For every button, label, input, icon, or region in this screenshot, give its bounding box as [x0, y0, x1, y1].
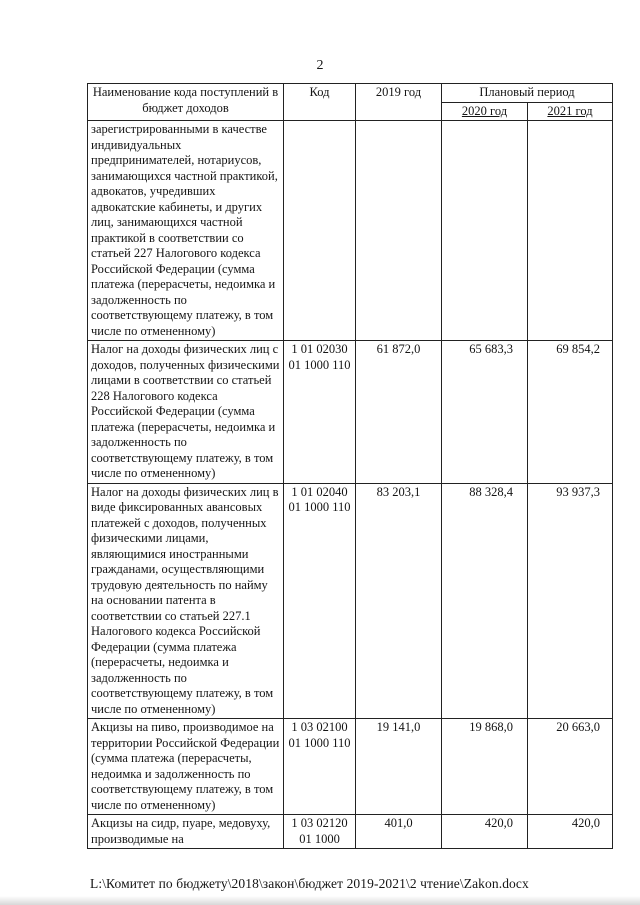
header-2019: 2019 год [356, 84, 442, 121]
row-code: 1 01 02040 01 1000 110 [284, 483, 356, 719]
row-name: зарегистрированными в качестве индивидуальных предпринимателей, нотариусов, занимающихся частной практикой, адвокатов, учредивших адвокатские кабинеты, и других лиц, занимающихся частной практикой в соответствии со статьей 227 Налогового кодекса Российской Федерации (сумма платежа (перерасчеты, недоимка и задолженность по соответствующему платежу, в том числе по отмененному) [88, 121, 284, 341]
page-bottom-edge [0, 896, 640, 905]
row-2021: 69 854,2 [528, 341, 613, 484]
table-row [88, 121, 613, 341]
header-code: Код [284, 84, 356, 121]
row-2021: 93 937,3 [528, 483, 613, 719]
header-planning-period: Плановый период [442, 84, 613, 103]
row-2019 [356, 121, 442, 341]
row-code [284, 121, 356, 341]
revenue-table [87, 83, 613, 849]
row-2020 [442, 121, 528, 341]
table-row [88, 719, 613, 815]
header-2021: 2021 год [528, 102, 613, 121]
row-code: 1 03 02100 01 1000 110 [284, 719, 356, 815]
header-2020: 2020 год [442, 102, 528, 121]
row-code: 1 03 02120 01 1000 [284, 815, 356, 849]
row-2019: 61 872,0 [356, 341, 442, 484]
table-row [88, 483, 613, 719]
row-name: Налог на доходы физических лиц с доходов, полученных физическими лицами в соответствии со статьей 228 Налогового кодекса Российской Федерации (сумма платежа (перерасчеты, недоимка и задолженность по соответствующему платежу, в том числе по отмененному) [88, 341, 284, 484]
header-row [88, 84, 613, 103]
row-2020: 88 328,4 [442, 483, 528, 719]
row-2020: 65 683,3 [442, 341, 528, 484]
page-number: 2 [316, 58, 324, 73]
row-2019: 401,0 [356, 815, 442, 849]
table-row [88, 341, 613, 484]
table-row [88, 815, 613, 849]
row-code: 1 01 02030 01 1000 110 [284, 341, 356, 484]
row-name: Налог на доходы физических лиц в виде фиксированных авансовых платежей с доходов, полученных физическими лицами, являющимися иностранными гражданами, осуществляющими трудовую деятельность по найму на основании патента в соответствии со статьей 227.1 Налогового кодекса Российской Федерации (сумма платежа (перерасчеты, недоимка и задолженность по соответствующему платежу, в том числе по отмененному) [88, 483, 284, 719]
row-2020: 420,0 [442, 815, 528, 849]
row-2021 [528, 121, 613, 341]
row-name: Акцизы на пиво, производимое на территории Российской Федерации (сумма платежа (перерасчеты, недоимка и задолженность по соответствующему платежу, в том числе по отмененному) [88, 719, 284, 815]
file-path-footer: L:\Комитет по бюджету\2018\закон\бюджет 2019-2021\2 чтение\Zakon.docx [90, 876, 529, 891]
row-2021: 20 663,0 [528, 719, 613, 815]
row-2021: 420,0 [528, 815, 613, 849]
header-name: Наименование кода поступлений в бюджет доходов [88, 84, 284, 121]
row-2019: 19 141,0 [356, 719, 442, 815]
row-name: Акцизы на сидр, пуаре, медовуху, производимые на [88, 815, 284, 849]
row-2020: 19 868,0 [442, 719, 528, 815]
row-2019: 83 203,1 [356, 483, 442, 719]
